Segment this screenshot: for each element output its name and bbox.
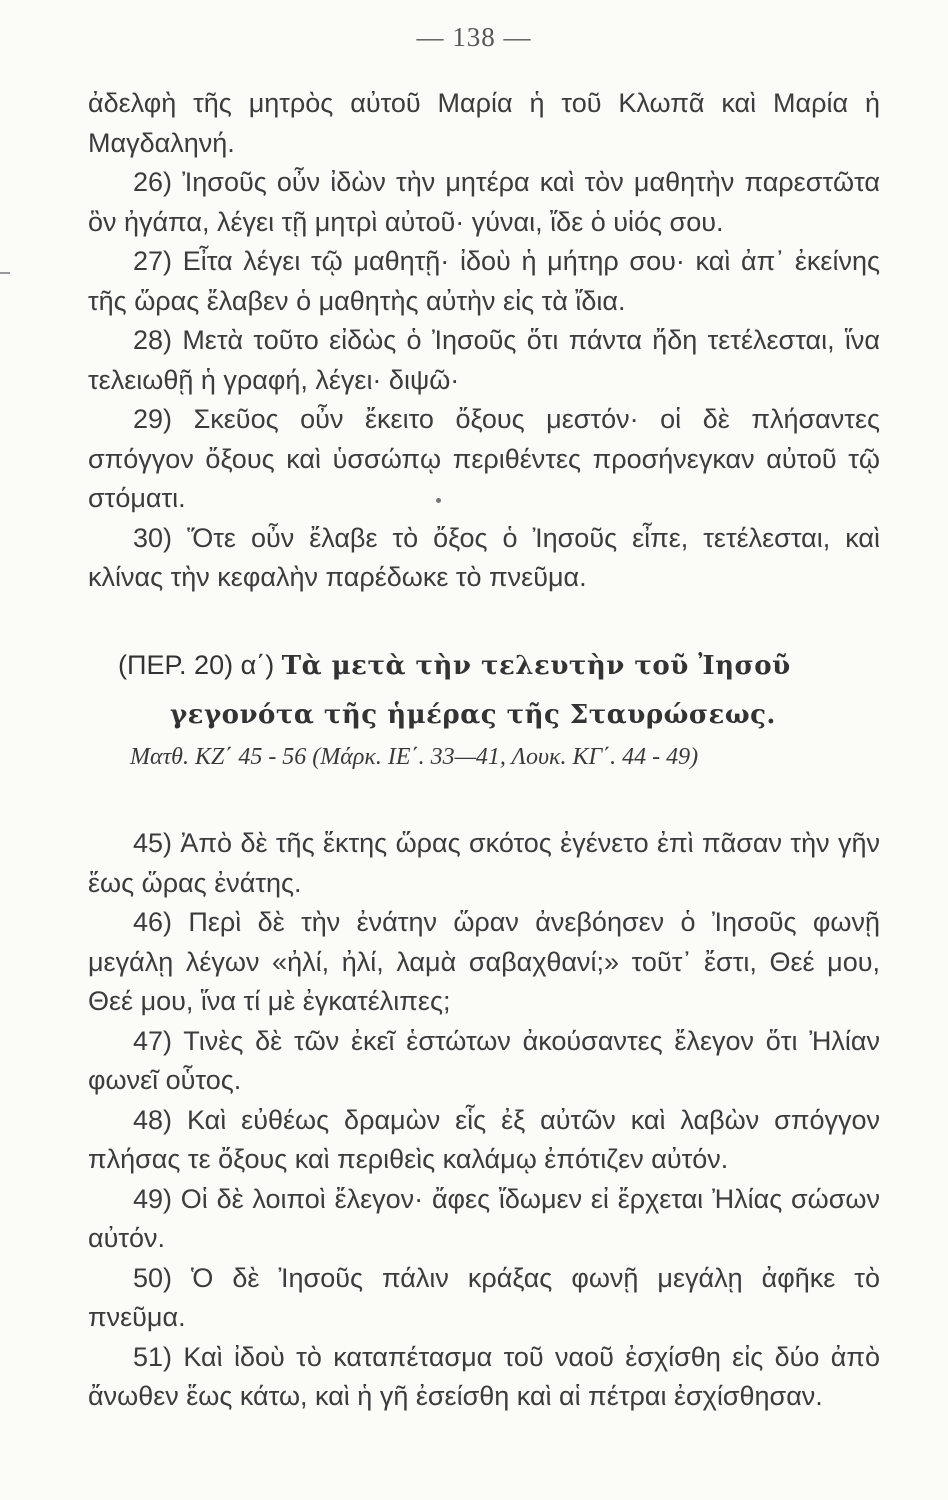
paragraph-verse-50: 50) Ὁ δὲ Ἰησοῦς πάλιν κράξας φωνῇ μεγάλῃ ἀφῆκε τὸ πνεῦμα. bbox=[88, 1262, 880, 1332]
paragraph-verse-28: 28) Μετὰ τοῦτο εἰδὼς ὁ Ἰησοῦς ὅτι πάντα ἤδη τετέλεσται, ἵνα τελειωθῇ ἡ γραφή, λέγει· διψῶ· bbox=[88, 325, 880, 395]
section-number: α΄) bbox=[240, 650, 275, 680]
page-number: — 138 — bbox=[416, 22, 532, 52]
text-block-matthew-27 bbox=[88, 824, 880, 1417]
heading-line-1 bbox=[118, 646, 878, 685]
paragraph-verse-30: 30) Ὅτε οὖν ἔλαβε τὸ ὄξος ὁ Ἰησοῦς εἶπε, τετέλεσται, καὶ κλίνας τὴν κεφαλὴν παρέδωκε τὸ πνεῦμα. bbox=[88, 522, 880, 592]
heading-title-line-1: Τὰ μετὰ τὴν τελευτὴν τοῦ Ἰησοῦ bbox=[281, 651, 791, 681]
heading-title-line-2: γεγονότα τῆς ἡμέρας τῆς Σταυρώσεως. bbox=[170, 700, 776, 730]
paragraph-verse-26: 26) Ἰησοῦς οὖν ἰδὼν τὴν μητέρα καὶ τὸν μαθητὴν παρεστῶτα ὃν ἠγάπα, λέγει τῇ μητρὶ αὐτοῦ· γύναι, ἴδε ὁ υἱός σου. bbox=[88, 167, 880, 237]
text-block-john-19 bbox=[88, 84, 880, 598]
paragraph-verse-51: 51) Καὶ ἰδοὺ τὸ καταπέτασμα τοῦ ναοῦ ἐσχίσθη εἰς δύο ἀπὸ ἄνωθεν ἕως κάτω, καὶ ἡ γῆ ἐσείσθη καὶ αἱ πέτραι ἐσχίσθησαν. bbox=[88, 1341, 880, 1411]
margin-mark bbox=[0, 272, 10, 274]
paragraph-verse-48: 48) Καὶ εὐθέως δραμὼν εἷς ἐξ αὐτῶν καὶ λαβὼν σπόγγον πλήσας τε ὄξους καὶ περιθεὶς καλάμῳ ἐπότιζεν αὐτόν. bbox=[88, 1104, 880, 1174]
paragraph-verse-49: 49) Οἱ δὲ λοιποὶ ἔλεγον· ἄφες ἴδωμεν εἰ ἔρχεται Ἠλίας σώσων αὐτόν. bbox=[88, 1183, 880, 1253]
heading-line-2 bbox=[118, 695, 878, 734]
paragraph: ἀδελφὴ τῆς μητρὸς αὐτοῦ Μαρία ἡ τοῦ Κλωπᾶ καὶ Μαρία ἡ Μαγδαληνή. bbox=[88, 88, 880, 158]
paragraph-verse-29: 29) Σκεῦος οὖν ἔκειτο ὄξους μεστόν· οἱ δὲ πλήσαντες σπόγγον ὄξους καὶ ὑσσώπῳ περιθέντες προσήνεγκαν αὐτοῦ τῷ στόματι. bbox=[88, 404, 880, 513]
paragraph-verse-45: 45) Ἀπὸ δὲ τῆς ἕκτης ὥρας σκότος ἐγένετο ἐπὶ πᾶσαν τὴν γῆν ἕως ὥρας ἐνάτης. bbox=[88, 828, 880, 898]
paragraph-verse-47: 47) Τινὲς δὲ τῶν ἐκεῖ ἑστώτων ἀκούσαντες ἔλεγον ὅτι Ἠλίαν φωνεῖ οὗτος. bbox=[88, 1025, 880, 1095]
paragraph-verse-46: 46) Περὶ δὲ τὴν ἐνάτην ὥραν ἀνεβόησεν ὁ Ἰησοῦς φωνῇ μεγάλῃ λέγων «ἠλί, ἠλί, λαμὰ σαβαχθανί;» τοῦτ᾽ ἔστι, Θεέ μου, Θεέ μου, ἵνα τί μὲ ἐγκατέλιπες; bbox=[88, 907, 880, 1016]
paragraph-verse-27: 27) Εἶτα λέγει τῷ μαθητῇ· ἰδοὺ ἡ μήτηρ σου· καὶ ἀπ᾽ ἐκείνης τῆς ὥρας ἔλαβεν ὁ μαθητὴς αὐτὴν εἰς τὰ ἴδια. bbox=[88, 246, 880, 316]
scripture-citation: Ματθ. ΚΖ΄ 45 - 56 (Μάρκ. ΙΕ΄. 33—41, Λουκ. ΚΓ΄. 44 - 49) bbox=[130, 744, 699, 770]
chapter-reference: (ΠΕΡ. 20) bbox=[118, 650, 234, 680]
section-heading bbox=[118, 646, 878, 734]
